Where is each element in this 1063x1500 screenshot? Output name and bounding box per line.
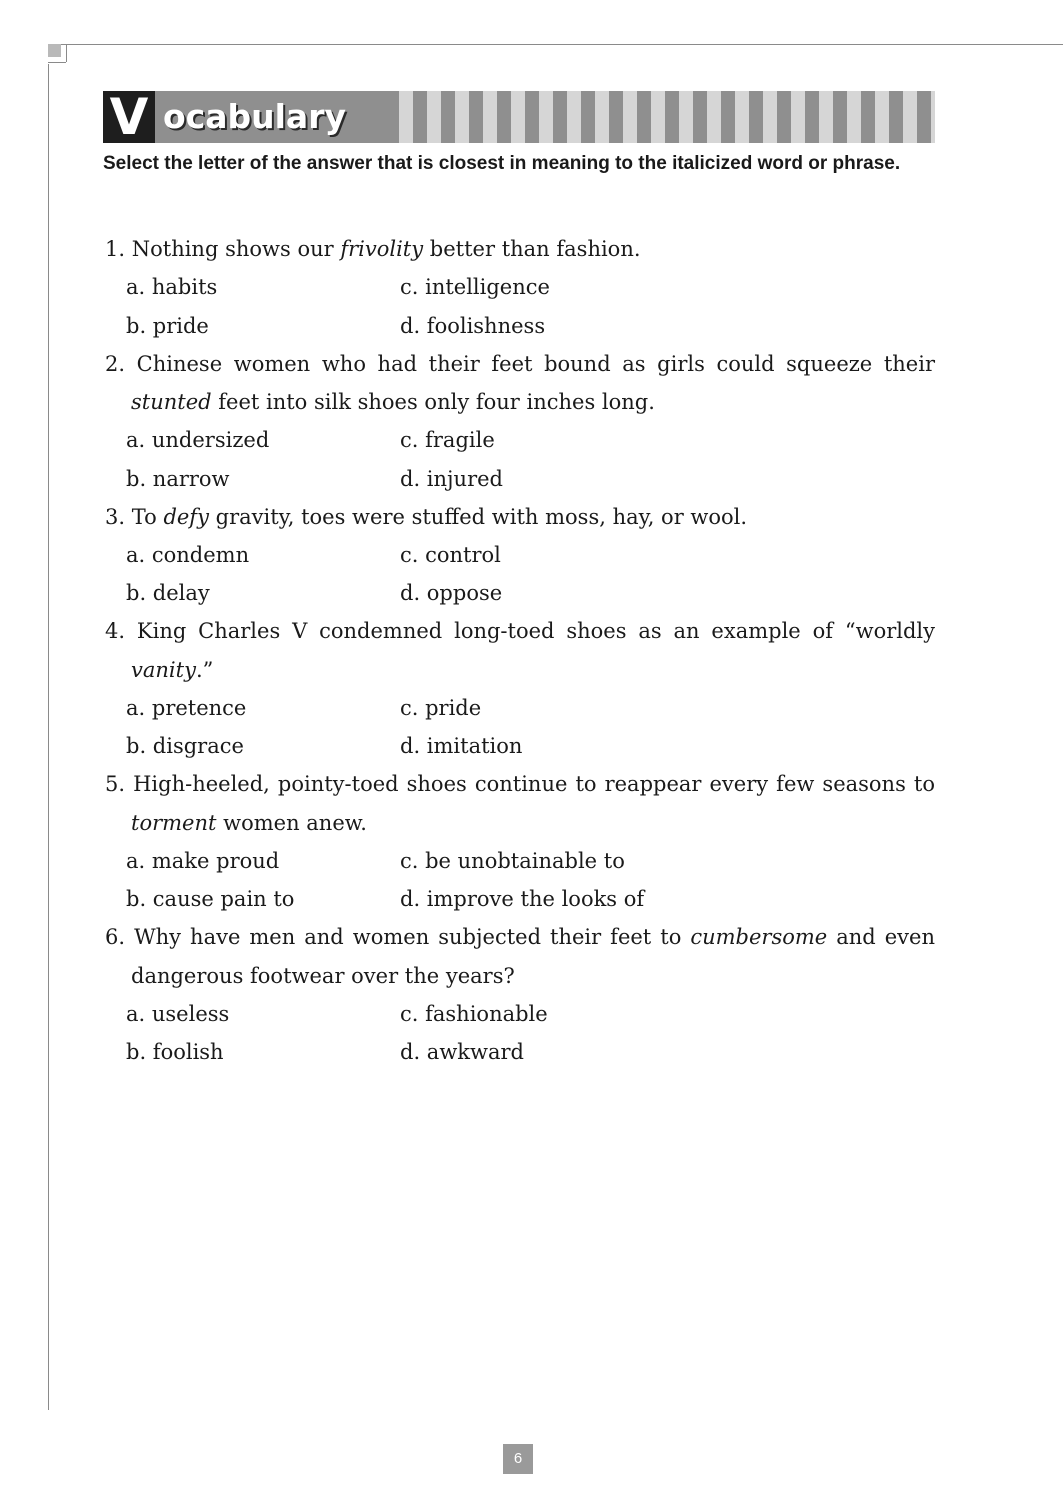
question-stem bbox=[103, 918, 935, 995]
corner-ornament-line bbox=[48, 62, 66, 63]
answer-options bbox=[103, 842, 935, 918]
question-number: 4. bbox=[105, 619, 126, 644]
option-c[interactable]: c. be unobtainable to bbox=[400, 849, 625, 873]
question-2 bbox=[103, 345, 935, 498]
option-c[interactable]: c. control bbox=[400, 543, 501, 567]
italic-word: vanity bbox=[131, 657, 196, 682]
option-b[interactable]: b. cause pain to bbox=[126, 887, 295, 912]
heading-text: ocabulary bbox=[163, 97, 346, 136]
stem-text: Chinese women who had their feet bound as girls could squeeze their bbox=[136, 351, 935, 376]
corner-ornament bbox=[48, 44, 61, 57]
option-c[interactable]: c. fragile bbox=[400, 428, 495, 453]
option-d[interactable]: d. improve the looks of bbox=[400, 887, 645, 912]
answer-options bbox=[103, 689, 935, 765]
option-c[interactable]: c. pride bbox=[400, 696, 482, 720]
answer-options bbox=[103, 536, 935, 612]
question-number: 3. bbox=[105, 504, 126, 529]
section-heading-banner bbox=[103, 91, 935, 143]
option-a[interactable]: a. habits bbox=[126, 275, 218, 300]
option-a[interactable]: a. undersized bbox=[126, 428, 270, 453]
question-1 bbox=[103, 230, 935, 345]
stem-text: Why have men and women subjected their feet to bbox=[134, 925, 691, 950]
stem-text: better than fashion. bbox=[423, 237, 641, 261]
question-stem bbox=[103, 612, 935, 689]
question-stem bbox=[103, 765, 935, 842]
question-stem bbox=[103, 498, 935, 536]
stem-text: gravity, toes were stuffed with moss, hay, or wool. bbox=[208, 504, 748, 529]
option-d[interactable]: d. injured bbox=[400, 466, 503, 491]
question-5 bbox=[103, 765, 935, 918]
page-frame-left-line bbox=[48, 64, 49, 1410]
option-c[interactable]: c. fashionable bbox=[400, 1002, 548, 1026]
question-4 bbox=[103, 612, 935, 765]
question-stem bbox=[103, 345, 935, 422]
question-list bbox=[103, 230, 935, 1071]
option-a[interactable]: a. make proud bbox=[126, 849, 280, 873]
question-6 bbox=[103, 918, 935, 1071]
answer-options bbox=[103, 268, 935, 344]
italic-word: cumbersome bbox=[690, 925, 828, 950]
italic-word: stunted bbox=[131, 390, 212, 414]
stem-text: Nothing shows our bbox=[131, 237, 341, 261]
stem-text: and even dangerous footwear over the years? bbox=[131, 925, 935, 988]
heading-initial: V bbox=[103, 91, 155, 143]
page-frame-top-line bbox=[60, 44, 1063, 45]
answer-options bbox=[103, 995, 935, 1071]
question-number: 1. bbox=[105, 237, 126, 261]
italic-word: frivolity bbox=[340, 237, 424, 261]
stem-text: To bbox=[131, 504, 164, 529]
option-b[interactable]: b. pride bbox=[126, 313, 209, 338]
italic-word: torment bbox=[131, 810, 217, 835]
answer-options bbox=[103, 421, 935, 497]
stem-text: .” bbox=[195, 657, 214, 682]
option-d[interactable]: d. oppose bbox=[400, 581, 503, 606]
option-b[interactable]: b. disgrace bbox=[126, 734, 244, 759]
option-d[interactable]: d. awkward bbox=[400, 1040, 524, 1065]
stem-text: feet into silk shoes only four inches long. bbox=[211, 390, 655, 414]
question-number: 5. bbox=[105, 772, 126, 797]
instructions: Select the letter of the answer that is closest in meaning to the italicized word or phrase. bbox=[103, 153, 901, 174]
banner-stripes bbox=[385, 91, 935, 143]
option-d[interactable]: d. foolishness bbox=[400, 313, 546, 338]
option-b[interactable]: b. delay bbox=[126, 581, 210, 606]
stem-text: King Charles V condemned long-toed shoes as an example of “worldly bbox=[136, 619, 935, 644]
option-b[interactable]: b. foolish bbox=[126, 1040, 224, 1065]
option-a[interactable]: a. pretence bbox=[126, 696, 247, 720]
option-d[interactable]: d. imitation bbox=[400, 734, 523, 759]
corner-ornament-line bbox=[66, 44, 67, 62]
question-3 bbox=[103, 498, 935, 613]
question-stem bbox=[103, 230, 935, 268]
italic-word: defy bbox=[163, 504, 209, 529]
stem-text: High-heeled, pointy-toed shoes continue to reappear every few seasons to bbox=[133, 772, 935, 797]
question-number: 2. bbox=[105, 351, 126, 376]
option-a[interactable]: a. useless bbox=[126, 1002, 230, 1026]
option-a[interactable]: a. condemn bbox=[126, 543, 250, 567]
question-number: 6. bbox=[105, 925, 126, 950]
page-number: 6 bbox=[503, 1444, 533, 1474]
option-b[interactable]: b. narrow bbox=[126, 466, 230, 491]
option-c[interactable]: c. intelligence bbox=[400, 275, 550, 300]
stem-text: women anew. bbox=[216, 810, 367, 835]
